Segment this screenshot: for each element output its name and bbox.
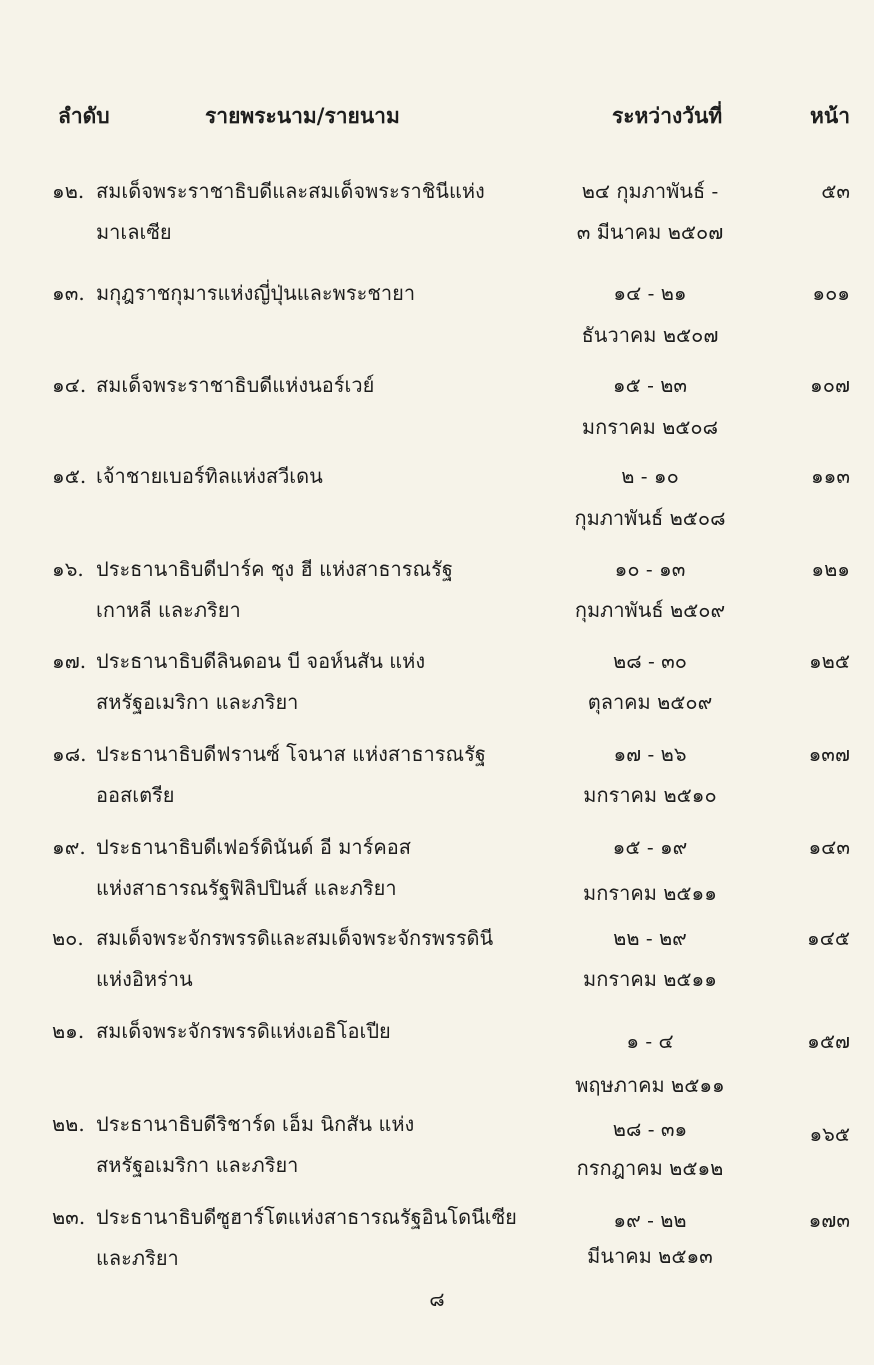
entry-page: ๑๖๕: [809, 1122, 850, 1146]
entry-name-line2: สหรัฐอเมริกา และภริยา: [96, 690, 299, 714]
entry-page: ๑๒๕: [808, 649, 850, 673]
entry-page: ๕๓: [821, 179, 850, 203]
page-number: ๘: [429, 1287, 445, 1311]
entry-number: ๒๓.: [52, 1205, 86, 1229]
entry-name-line2: ออสเตรีย: [96, 783, 175, 807]
entry-date-month: กุมภาพันธ์ ๒๕๐๘: [574, 506, 726, 530]
entry-page: ๑๗๓: [808, 1208, 850, 1232]
entry-number: ๑๔.: [52, 373, 87, 397]
entry-name-line1: ประธานาธิบดีฟรานซ์ โจนาส แห่งสาธารณรัฐ: [96, 742, 486, 766]
entry-date-month: มกราคม ๒๕๑๑: [583, 881, 717, 905]
entry-name-line1: สมเด็จพระราชาธิบดีและสมเด็จพระราชินีแห่ง: [96, 179, 485, 203]
entry-date-month: มกราคม ๒๕๑๐: [583, 783, 717, 807]
entry-date-month: มีนาคม ๒๕๑๓: [587, 1244, 713, 1268]
entry-page: ๑๕๗: [807, 1029, 850, 1053]
entry-date-month: ตุลาคม ๒๕๐๙: [587, 690, 713, 714]
entry-page: ๑๐๑: [812, 281, 850, 305]
entry-number: ๑๖.: [52, 557, 84, 581]
entry-page: ๑๓๗: [808, 742, 850, 766]
header-name: รายพระนาม/รายนาม: [205, 103, 400, 128]
entry-date-month: กรกฎาคม ๒๕๑๒: [576, 1156, 724, 1180]
entry-number: ๒๑.: [52, 1019, 85, 1043]
entry-date-range: ๒ - ๑๐: [621, 464, 679, 488]
entry-name-line1: ประธานาธิบดีริชาร์ด เอ็ม นิกสัน แห่ง: [96, 1112, 415, 1136]
entry-date-range: ๑๔ - ๒๑: [613, 281, 687, 305]
entry-date-range: ๒๒ - ๒๙: [613, 926, 687, 950]
entry-date-month: พฤษภาคม ๒๕๑๑: [575, 1073, 725, 1097]
entry-name-line2: แห่งอิหร่าน: [96, 967, 193, 991]
entry-date-month: ๓ มีนาคม ๒๕๐๗: [576, 220, 724, 244]
entry-date-range: ๒๘ - ๓๑: [612, 1117, 688, 1141]
entry-name-line1: เจ้าชายเบอร์ทิลแห่งสวีเดน: [96, 464, 323, 488]
header-page: หน้า: [810, 103, 850, 128]
entry-name-line1: ประธานาธิบดีเฟอร์ดินันด์ อี มาร์คอส: [96, 835, 411, 859]
entry-date-range: ๑๗ - ๒๖: [613, 742, 687, 766]
entry-number: ๑๓.: [52, 281, 85, 305]
entry-name-line2: สหรัฐอเมริกา และภริยา: [96, 1153, 299, 1177]
entry-name-line2: เกาหลี และภริยา: [96, 598, 241, 622]
entry-date-month: กุมภาพันธ์ ๒๕๐๙: [574, 598, 726, 622]
entry-name-line1: ประธานาธิบดีปาร์ค ชุง ฮี แห่งสาธารณรัฐ: [96, 557, 453, 581]
entry-number: ๑๒.: [52, 179, 85, 203]
entry-date-month: มกราคม ๒๕๐๘: [581, 415, 719, 439]
entry-name-line1: ประธานาธิบดีลินดอน บี จอห์นสัน แห่ง: [96, 649, 426, 673]
entry-number: ๒๒.: [52, 1112, 85, 1136]
entry-page: ๑๔๓: [808, 835, 850, 859]
entry-name-line1: สมเด็จพระจักรพรรดิและสมเด็จพระจักรพรรดินี: [96, 926, 494, 950]
entry-number: ๒๐.: [52, 926, 84, 950]
entry-date-month: มกราคม ๒๕๑๑: [583, 967, 717, 991]
entry-date-month: ธันวาคม ๒๕๐๗: [581, 323, 719, 347]
entry-name-line2: แห่งสาธารณรัฐฟิลิปปินส์ และภริยา: [96, 876, 397, 900]
header-date: ระหว่างวันที่: [612, 103, 723, 128]
entry-date-range: ๑๕ - ๑๙: [612, 835, 688, 859]
entry-date-range: ๒๔ กุมภาพันธ์ -: [581, 179, 719, 203]
entry-page: ๑๑๓: [810, 464, 850, 488]
entry-number: ๑๕.: [52, 464, 87, 488]
entry-name-line1: มกุฎราชกุมารแห่งญี่ปุ่นและพระชายา: [96, 281, 416, 305]
entry-date-range: ๑๐ - ๑๓: [614, 557, 686, 581]
entry-date-range: ๑ - ๔: [626, 1029, 674, 1053]
entry-date-range: ๑๕ - ๒๓: [612, 373, 688, 397]
entry-date-range: ๒๘ - ๓๐: [613, 649, 687, 673]
entry-number: ๑๗.: [52, 649, 87, 673]
header-order: ลำดับ: [58, 103, 110, 128]
entry-page: ๑๒๑: [811, 557, 850, 581]
entry-number: ๑๘.: [52, 742, 87, 766]
entry-page: ๑๐๗: [810, 373, 850, 397]
entry-name-line1: ประธานาธิบดีซูฮาร์โตแห่งสาธารณรัฐอินโดนีเซีย: [96, 1205, 517, 1229]
entry-page: ๑๔๕: [807, 926, 850, 950]
entry-date-range: ๑๙ - ๒๒: [613, 1208, 687, 1232]
entry-number: ๑๙.: [52, 835, 86, 859]
entry-name-line2: และภริยา: [96, 1246, 179, 1270]
entry-name-line1: สมเด็จพระราชาธิบดีแห่งนอร์เวย์: [96, 373, 375, 397]
entry-name-line1: สมเด็จพระจักรพรรดิแห่งเอธิโอเปีย: [96, 1019, 391, 1043]
entry-name-line2: มาเลเซีย: [96, 220, 172, 244]
table-header: [0, 100, 874, 140]
